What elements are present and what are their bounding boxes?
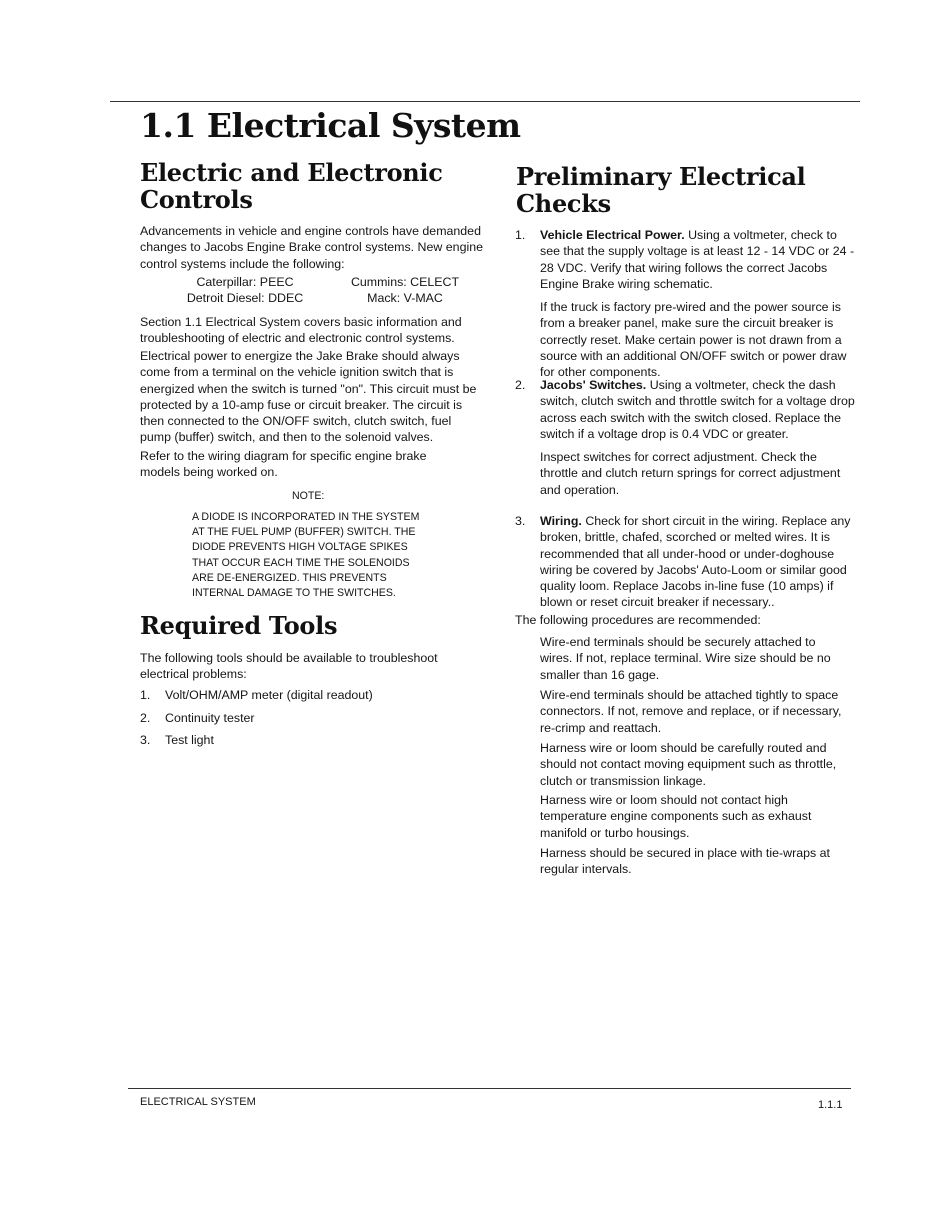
system-entry: Mack: V-MAC bbox=[367, 291, 443, 306]
tool-number: 3. bbox=[140, 733, 151, 747]
note-line: ARE DE-ENERGIZED. THIS PREVENTS bbox=[192, 571, 387, 584]
item-title: Wiring. bbox=[540, 514, 582, 528]
systems-table bbox=[140, 274, 485, 307]
tool-text: Volt/OHM/AMP meter (digital readout) bbox=[165, 688, 373, 702]
procedure-item: Harness wire or loom should be carefully routed and should not contact moving equipment such as throttle, clutch or transmission linkage. bbox=[540, 741, 837, 788]
note-line: THAT OCCUR EACH TIME THE SOLENOIDS bbox=[192, 556, 410, 569]
note-line: INTERNAL DAMAGE TO THE SWITCHES. bbox=[192, 587, 396, 600]
page-title: 1.1 Electrical System bbox=[140, 106, 521, 145]
section-heading-checks: Preliminary Electrical Checks bbox=[516, 162, 806, 218]
note-label: NOTE: bbox=[292, 490, 325, 502]
item-title: Vehicle Electrical Power. bbox=[540, 228, 685, 242]
power-paragraph: Electrical power to energize the Jake Brake should always come from a terminal on the vehicle ignition switch that is energized when the switch is turned "on". This circuit must be protected by a 10-amp fuse or circuit breaker. The circuit is then connected to the ON/OFF switch, clutch switch, fuel pump (buffer) switch, and then to the solenoid valves. bbox=[140, 349, 477, 445]
tools-intro: The following tools should be available to troubleshoot electrical problems: bbox=[140, 651, 438, 682]
item-text: Check for short circuit in the wiring. Replace any broken, brittle, chafed, scorched or melted wires. It is recommended that all under-hood or under-doghouse wiring be covered by Jacobs' Auto-Loom or similar good quality loom. Replace Jacobs in-line fuse (10 amps) if blown or reset circuit breaker if necessary.. bbox=[540, 514, 851, 610]
item-number: 2. bbox=[515, 378, 526, 392]
item-text: Using a voltmeter, check the dash switch, clutch switch and throttle switch for a voltage drop across each switch with the switch closed. Replace the switch if a voltage drop is 0.4 VDC or greater. bbox=[540, 378, 855, 441]
tool-text: Continuity tester bbox=[165, 711, 255, 725]
check-item-power bbox=[515, 227, 855, 381]
intro-paragraph: Advancements in vehicle and engine controls have demanded changes to Jacobs Engine Brake control systems. New engine control systems include the following: bbox=[140, 224, 483, 271]
note-line: AT THE FUEL PUMP (BUFFER) SWITCH. THE bbox=[192, 526, 416, 539]
procedures-intro: The following procedures are recommended: bbox=[515, 613, 761, 627]
item-title: Jacobs' Switches. bbox=[540, 378, 647, 392]
check-item-wiring bbox=[515, 513, 855, 611]
system-entry: Detroit Diesel: DDEC bbox=[186, 291, 304, 306]
system-entry: Caterpillar: PEEC bbox=[196, 275, 294, 289]
note-line: A DIODE IS INCORPORATED IN THE SYSTEM bbox=[192, 511, 420, 523]
footer-rule bbox=[128, 1088, 851, 1089]
footer-section: ELECTRICAL SYSTEM bbox=[140, 1096, 256, 1108]
tool-number: 2. bbox=[140, 711, 151, 725]
item-number: 1. bbox=[515, 228, 526, 242]
tool-item bbox=[140, 710, 255, 726]
section-heading-controls: Electric and Electronic Controls bbox=[140, 158, 443, 214]
item-extra: Inspect switches for correct adjustment. Check the throttle and clutch return springs for correct adjustment and operation. bbox=[540, 450, 841, 497]
procedure-item: Harness should be secured in place with tie-wraps at regular intervals. bbox=[540, 846, 830, 877]
top-rule bbox=[110, 101, 860, 102]
wiring-paragraph: Refer to the wiring diagram for specific engine brake models being worked on. bbox=[140, 449, 427, 480]
item-number: 3. bbox=[515, 514, 526, 528]
item-extra: If the truck is factory pre-wired and the power source is from a breaker panel, make sure the circuit breaker is correctly reset. Make certain power is not drawn from a source with an additional ON/OFF switch or power draw for other components. bbox=[540, 300, 847, 380]
section-heading-tools: Required Tools bbox=[140, 611, 338, 640]
tool-item bbox=[140, 687, 373, 703]
item-text: Using a voltmeter, check to see that the supply voltage is at least 12 - 14 VDC or 24 - 28 VDC. Verify that wiring follows the correct Jacobs Engine Brake wiring schematic. bbox=[540, 228, 855, 291]
system-entry: Cummins: CELECT bbox=[350, 275, 460, 289]
note-line: DIODE PREVENTS HIGH VOLTAGE SPIKES bbox=[192, 541, 408, 554]
procedure-item: Wire-end terminals should be attached tightly to space connectors. If not, remove and replace, or if necessary, re-crimp and reattach. bbox=[540, 688, 842, 735]
tool-text: Test light bbox=[165, 733, 214, 747]
tool-item bbox=[140, 732, 214, 748]
check-item-switches bbox=[515, 377, 855, 498]
note-box bbox=[192, 510, 419, 601]
section-paragraph: Section 1.1 Electrical System covers basic information and troubleshooting of electric and electronic control systems. bbox=[140, 315, 462, 346]
procedure-item: Wire-end terminals should be securely attached to wires. If not, replace terminal. Wire size should be no smaller than 16 gage. bbox=[540, 635, 831, 682]
procedure-item: Harness wire or loom should not contact high temperature engine components such as exhaust manifold or turbo housings. bbox=[540, 793, 812, 840]
page-number: 1.1.1 bbox=[818, 1099, 843, 1111]
tool-number: 1. bbox=[140, 688, 151, 702]
